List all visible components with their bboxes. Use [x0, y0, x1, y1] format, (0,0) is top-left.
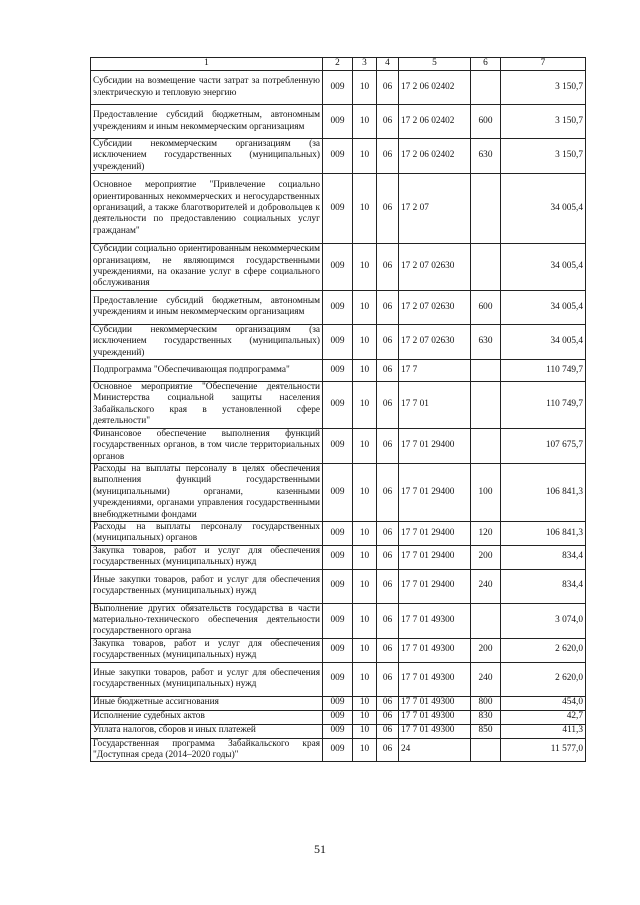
expense-type-cell: 630 [471, 139, 501, 174]
target-code-cell: 17 7 01 49300 [399, 696, 471, 710]
ved-cell: 009 [323, 71, 353, 105]
expense-type-cell [471, 428, 501, 463]
target-code-cell: 17 7 01 29400 [399, 463, 471, 521]
subsection-cell: 06 [377, 638, 399, 662]
table-row [91, 696, 586, 710]
expense-type-cell: 600 [471, 105, 501, 139]
target-code-cell: 17 7 01 49300 [399, 603, 471, 638]
section-cell: 10 [353, 738, 377, 762]
expense-type-cell [471, 603, 501, 638]
target-code-cell: 17 7 01 29400 [399, 545, 471, 569]
table-row [91, 662, 586, 696]
row-name-cell: Основное мероприятие "Привлечение социально ориентированных некоммерческих и негосударственных организаций, а также благотворителей и добровольцев к деятельности по предоставлению социальных услуг гражданам" [91, 174, 323, 244]
expense-type-cell: 600 [471, 290, 501, 324]
column-header-7: 7 [501, 58, 586, 71]
section-cell: 10 [353, 324, 377, 359]
expense-type-cell: 850 [471, 724, 501, 738]
ved-cell: 009 [323, 428, 353, 463]
column-header-4: 4 [377, 58, 399, 71]
subsection-cell: 06 [377, 139, 399, 174]
row-name-cell: Выполнение других обязательств государства в части материально-технического обеспечения деятельности государственного органа [91, 603, 323, 638]
subsection-cell: 06 [377, 603, 399, 638]
amount-cell: 3 074,0 [501, 603, 586, 638]
section-cell: 10 [353, 710, 377, 724]
section-cell: 10 [353, 521, 377, 545]
column-header-6: 6 [471, 58, 501, 71]
ved-cell: 009 [323, 382, 353, 429]
row-name-cell: Субсидии некоммерческим организациям (за исключением государственных (муниципальных) учреждений) [91, 139, 323, 174]
row-name-cell: Иные бюджетные ассигнования [91, 696, 323, 710]
table-row [91, 545, 586, 569]
subsection-cell: 06 [377, 290, 399, 324]
ved-cell: 009 [323, 324, 353, 359]
amount-cell: 34 005,4 [501, 174, 586, 244]
target-code-cell: 17 7 01 49300 [399, 710, 471, 724]
row-name-cell: Иные закупки товаров, работ и услуг для обеспечения государственных (муниципальных) нужд [91, 662, 323, 696]
amount-cell: 3 150,7 [501, 105, 586, 139]
expense-type-cell: 240 [471, 569, 501, 603]
target-code-cell: 17 2 06 02402 [399, 105, 471, 139]
table-row [91, 521, 586, 545]
row-name-cell: Субсидии на возмещение части затрат за потребленную электрическую и тепловую энергию [91, 71, 323, 105]
header-row [91, 58, 586, 71]
expense-type-cell: 120 [471, 521, 501, 545]
table-row [91, 428, 586, 463]
target-code-cell: 17 7 01 49300 [399, 724, 471, 738]
section-cell: 10 [353, 638, 377, 662]
section-cell: 10 [353, 244, 377, 291]
ved-cell: 009 [323, 724, 353, 738]
ved-cell: 009 [323, 244, 353, 291]
row-name-cell: Подпрограмма "Обеспечивающая подпрограмма" [91, 360, 323, 382]
target-code-cell: 17 7 01 29400 [399, 569, 471, 603]
expense-type-cell: 630 [471, 324, 501, 359]
amount-cell: 110 749,7 [501, 382, 586, 429]
subsection-cell: 06 [377, 463, 399, 521]
amount-cell: 34 005,4 [501, 244, 586, 291]
table-row [91, 105, 586, 139]
table-row [91, 463, 586, 521]
amount-cell: 42,7 [501, 710, 586, 724]
amount-cell: 110 749,7 [501, 360, 586, 382]
amount-cell: 454,0 [501, 696, 586, 710]
table-row [91, 603, 586, 638]
section-cell: 10 [353, 569, 377, 603]
amount-cell: 11 577,0 [501, 738, 586, 762]
target-code-cell: 17 2 06 02402 [399, 139, 471, 174]
subsection-cell: 06 [377, 569, 399, 603]
subsection-cell: 06 [377, 105, 399, 139]
amount-cell: 3 150,7 [501, 71, 586, 105]
subsection-cell: 06 [377, 545, 399, 569]
amount-cell: 107 675,7 [501, 428, 586, 463]
section-cell: 10 [353, 463, 377, 521]
section-cell: 10 [353, 724, 377, 738]
column-header-5: 5 [399, 58, 471, 71]
expense-type-cell [471, 71, 501, 105]
section-cell: 10 [353, 71, 377, 105]
amount-cell: 2 620,0 [501, 662, 586, 696]
section-cell: 10 [353, 382, 377, 429]
subsection-cell: 06 [377, 662, 399, 696]
expense-type-cell: 200 [471, 545, 501, 569]
table-row [91, 360, 586, 382]
row-name-cell: Закупка товаров, работ и услуг для обеспечения государственных (муниципальных) нужд [91, 638, 323, 662]
amount-cell: 3 150,7 [501, 139, 586, 174]
ved-cell: 009 [323, 662, 353, 696]
row-name-cell: Предоставление субсидий бюджетным, автономным учреждениям и иным некоммерческим организациям [91, 105, 323, 139]
row-name-cell: Субсидии некоммерческим организациям (за исключением государственных (муниципальных) учреждений) [91, 324, 323, 359]
table-row [91, 324, 586, 359]
ved-cell: 009 [323, 696, 353, 710]
amount-cell: 34 005,4 [501, 290, 586, 324]
column-header-1: 1 [91, 58, 323, 71]
target-code-cell: 17 2 07 [399, 174, 471, 244]
row-name-cell: Расходы на выплаты персоналу в целях обеспечения выполнения функций государственными (муниципальными) органами, казенными учреждениями, органами управления государственными внебюджетными фондами [91, 463, 323, 521]
table-row [91, 724, 586, 738]
row-name-cell: Расходы на выплаты персоналу государственных (муниципальных) органов [91, 521, 323, 545]
ved-cell: 009 [323, 738, 353, 762]
row-name-cell: Иные закупки товаров, работ и услуг для обеспечения государственных (муниципальных) нужд [91, 569, 323, 603]
ved-cell: 009 [323, 603, 353, 638]
amount-cell: 834,4 [501, 545, 586, 569]
amount-cell: 2 620,0 [501, 638, 586, 662]
section-cell: 10 [353, 105, 377, 139]
subsection-cell: 06 [377, 521, 399, 545]
row-name-cell: Основное мероприятие "Обеспечение деятельности Министерства социальной защиты населения Забайкальского края в установленной сфере деятельности" [91, 382, 323, 429]
table-row [91, 382, 586, 429]
expense-type-cell [471, 382, 501, 429]
subsection-cell: 06 [377, 696, 399, 710]
target-code-cell: 17 7 [399, 360, 471, 382]
target-code-cell: 17 2 07 02630 [399, 324, 471, 359]
amount-cell: 34 005,4 [501, 324, 586, 359]
section-cell: 10 [353, 696, 377, 710]
target-code-cell: 17 7 01 29400 [399, 521, 471, 545]
expense-type-cell: 100 [471, 463, 501, 521]
subsection-cell: 06 [377, 710, 399, 724]
ved-cell: 009 [323, 139, 353, 174]
expense-type-cell: 240 [471, 662, 501, 696]
ved-cell: 009 [323, 463, 353, 521]
amount-cell: 106 841,3 [501, 521, 586, 545]
ved-cell: 009 [323, 290, 353, 324]
expense-type-cell: 830 [471, 710, 501, 724]
amount-cell: 106 841,3 [501, 463, 586, 521]
target-code-cell: 17 2 06 02402 [399, 71, 471, 105]
section-cell: 10 [353, 174, 377, 244]
page-number: 51 [314, 842, 326, 856]
table-body [91, 71, 586, 762]
subsection-cell: 06 [377, 738, 399, 762]
section-cell: 10 [353, 428, 377, 463]
subsection-cell: 06 [377, 324, 399, 359]
target-code-cell: 17 2 07 02630 [399, 244, 471, 291]
expense-type-cell [471, 738, 501, 762]
expense-type-cell: 200 [471, 638, 501, 662]
target-code-cell: 17 7 01 29400 [399, 428, 471, 463]
section-cell: 10 [353, 662, 377, 696]
target-code-cell: 17 7 01 49300 [399, 638, 471, 662]
ved-cell: 009 [323, 360, 353, 382]
subsection-cell: 06 [377, 360, 399, 382]
table-row [91, 139, 586, 174]
table-row [91, 244, 586, 291]
subsection-cell: 06 [377, 244, 399, 291]
subsection-cell: 06 [377, 174, 399, 244]
section-cell: 10 [353, 603, 377, 638]
row-name-cell: Исполнение судебных актов [91, 710, 323, 724]
ved-cell: 009 [323, 638, 353, 662]
expense-type-cell [471, 174, 501, 244]
expense-type-cell [471, 360, 501, 382]
row-name-cell: Государственная программа Забайкальского края "Доступная среда (2014–2020 годы)" [91, 738, 323, 762]
target-code-cell: 17 7 01 [399, 382, 471, 429]
section-cell: 10 [353, 290, 377, 324]
row-name-cell: Финансовое обеспечение выполнения функций государственных органов, в том числе территориальных органов [91, 428, 323, 463]
ved-cell: 009 [323, 710, 353, 724]
row-name-cell: Предоставление субсидий бюджетным, автономным учреждениям и иным некоммерческим организациям [91, 290, 323, 324]
target-code-cell: 24 [399, 738, 471, 762]
column-header-3: 3 [353, 58, 377, 71]
section-cell: 10 [353, 545, 377, 569]
table-row [91, 710, 586, 724]
column-header-2: 2 [323, 58, 353, 71]
amount-cell: 834,4 [501, 569, 586, 603]
expense-type-cell: 800 [471, 696, 501, 710]
ved-cell: 009 [323, 174, 353, 244]
table-row [91, 290, 586, 324]
ved-cell: 009 [323, 545, 353, 569]
section-cell: 10 [353, 139, 377, 174]
target-code-cell: 17 2 07 02630 [399, 290, 471, 324]
row-name-cell: Субсидии социально ориентированным некоммерческим организациям, не являющимся государственными учреждениями, на оказание услуг в сфере социального обслуживания [91, 244, 323, 291]
section-cell: 10 [353, 360, 377, 382]
table-row [91, 174, 586, 244]
amount-cell: 411,3 [501, 724, 586, 738]
table-row [91, 738, 586, 762]
row-name-cell: Закупка товаров, работ и услуг для обеспечения государственных (муниципальных) нужд [91, 545, 323, 569]
ved-cell: 009 [323, 105, 353, 139]
expense-type-cell [471, 244, 501, 291]
ved-cell: 009 [323, 569, 353, 603]
subsection-cell: 06 [377, 724, 399, 738]
table-row [91, 569, 586, 603]
table-row [91, 638, 586, 662]
subsection-cell: 06 [377, 382, 399, 429]
table-row [91, 71, 586, 105]
row-name-cell: Уплата налогов, сборов и иных платежей [91, 724, 323, 738]
ved-cell: 009 [323, 521, 353, 545]
subsection-cell: 06 [377, 71, 399, 105]
budget-table [90, 57, 586, 762]
target-code-cell: 17 7 01 49300 [399, 662, 471, 696]
subsection-cell: 06 [377, 428, 399, 463]
